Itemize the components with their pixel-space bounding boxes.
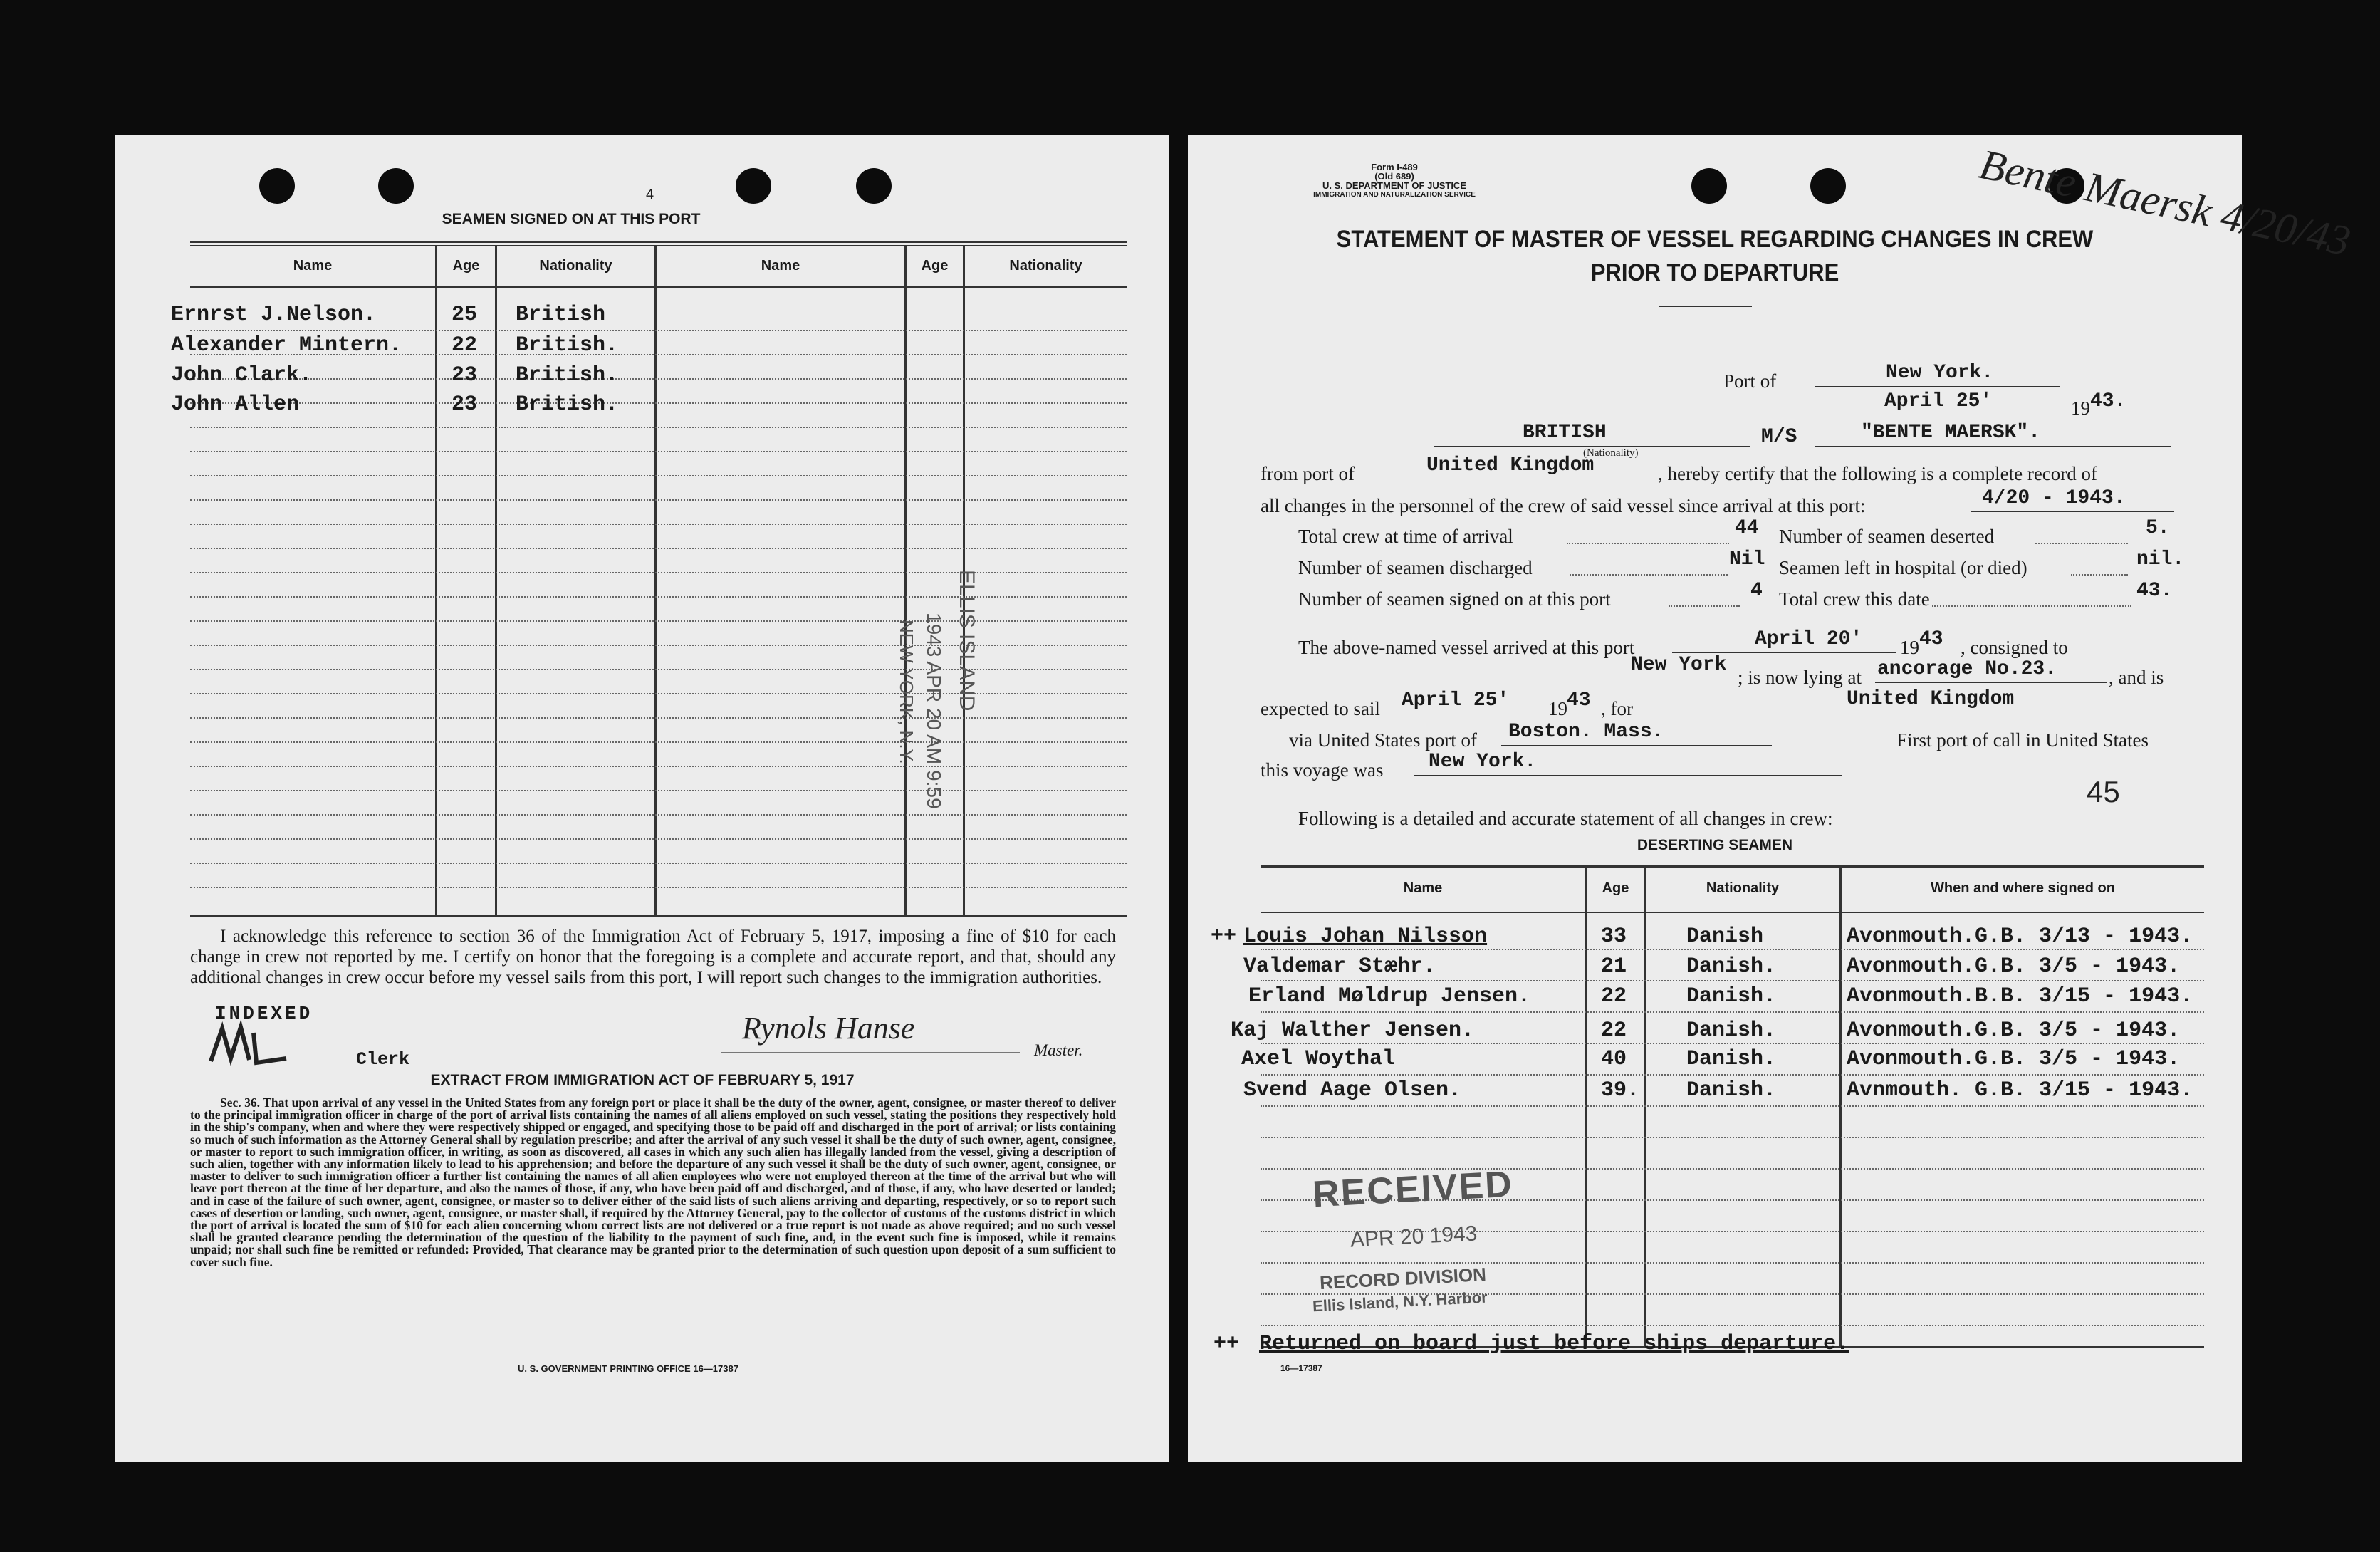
form-subtitle: PRIOR TO DEPARTURE [1590, 258, 1839, 287]
column-divider [904, 245, 907, 917]
deserting-header-nationality: Nationality [1706, 880, 1780, 896]
seaman-nationality: British [516, 303, 606, 327]
arrived-year: 43 [1919, 628, 1943, 650]
deserting-header-name: Name [1403, 880, 1443, 896]
deserter-age: 22 [1601, 1019, 1627, 1043]
deserting-header-rule [1261, 912, 2204, 913]
from-port-value: United Kingdom [1426, 454, 1595, 476]
seaman-nationality: British. [516, 392, 619, 417]
hospital-value: nil. [2136, 548, 2185, 571]
lying-value: ancorage No.23. [1877, 658, 2057, 680]
form-number: Form I-489 [1371, 162, 1418, 172]
for-label: , for [1601, 698, 1633, 719]
lying-line [1875, 682, 2107, 683]
expected-date: April 25' [1402, 689, 1510, 712]
deserter-name: Erland Møldrup Jensen. [1248, 984, 1531, 1009]
voyage-label: this voyage was [1261, 759, 1384, 781]
via-line [1501, 745, 1772, 746]
deserter-age: 21 [1601, 954, 1627, 979]
total-crew-today-label: Total crew this date [1779, 588, 1930, 610]
page-number: 4 [646, 187, 654, 202]
seaman-name: John Allen [171, 392, 300, 417]
column-header-nationality: Nationality [539, 258, 612, 274]
deserter-signed-on: Avnmouth. G.B. 3/15 - 1943. [1847, 1078, 2193, 1103]
discharged-value: Nil [1729, 548, 1765, 571]
consignee: New York [1631, 654, 1727, 676]
footnote-mark: ++ [1214, 1332, 1240, 1356]
nationality-value: BRITISH [1523, 422, 1607, 444]
year-value: 43. [2090, 390, 2126, 412]
destination: United Kingdom [1847, 688, 2015, 710]
column-divider [1644, 868, 1646, 1348]
extract-title: EXTRACT FROM IMMIGRATION ACT OF FEBRUARY 5, 1917 [430, 1072, 855, 1088]
via-value: Boston. Mass. [1508, 721, 1664, 743]
expected-label: expected to sail [1261, 698, 1380, 719]
vessel-line [1815, 446, 2171, 447]
stamp-division: RECORD DIVISION [1319, 1263, 1487, 1294]
stamp-received: RECEIVED [1311, 1163, 1515, 1216]
deserter-signed-on: Avonmouth.G.B. 3/5 - 1943. [1847, 1047, 2181, 1071]
clerk-initials [207, 1019, 292, 1068]
deserter-name: Louis Johan Nilsson [1243, 925, 1488, 949]
deserter-nationality: Danish [1686, 925, 1764, 949]
deserter-name: Valdemar Stæhr. [1243, 954, 1436, 979]
signed-on-label: Number of seamen signed on at this port [1298, 588, 1611, 610]
column-divider [1839, 868, 1842, 1348]
deserting-top-rule [1261, 865, 2204, 868]
deserting-header-age: Age [1602, 880, 1629, 896]
via-label: via United States port of [1289, 729, 1477, 751]
seaman-age: 25 [452, 303, 478, 327]
stamp-place: ELLIS ISLAND [955, 570, 978, 712]
deserted-label: Number of seamen deserted [1779, 526, 1995, 547]
signed-on-value: 4 [1750, 580, 1763, 602]
total-crew-arrival-value: 44 [1735, 517, 1759, 539]
signature-line [721, 1052, 1020, 1053]
all-changes-line [1971, 511, 2174, 512]
from-port-label: from port of [1261, 463, 1355, 484]
seaman-age: 22 [452, 333, 478, 358]
table-top-rule [190, 241, 1127, 243]
acknowledgment-text: I acknowledge this reference to section 36 of the Immigration Act of February 5, 1917, imposing a fine of $10 for each change in crew not reported by me. I certify on honor that the foregoing is a complete and accurate report, and that, should any additional changes in crew occur before my vessel sails from this port, I will report such changes to the immigration authorities. [190, 927, 1116, 987]
table-bottom-rule [190, 915, 1127, 917]
deserter-nationality: Danish. [1686, 984, 1777, 1009]
and-is: , and is [2109, 667, 2164, 688]
punch-hole [856, 168, 892, 204]
date-value: April 25' [1884, 390, 1993, 412]
deserter-signed-on: Avonmouth.G.B. 3/5 - 1943. [1847, 1019, 2181, 1043]
stamp-city: NEW YORK, N.Y. [896, 620, 917, 764]
column-divider [1585, 868, 1587, 1348]
department: U. S. DEPARTMENT OF JUSTICE [1322, 180, 1466, 191]
consigned-to: , consigned to [1961, 637, 2068, 658]
handwritten-number: 45 [2087, 775, 2120, 808]
section-title: SEAMEN SIGNED ON AT THIS PORT [442, 211, 701, 227]
arrived-line [1672, 652, 1896, 653]
following-text: Following is a detailed and accurate statement of all changes in crew: [1298, 808, 1833, 829]
seaman-age: 23 [452, 363, 478, 387]
punch-hole [259, 168, 295, 204]
footnote-text: Returned on board just before ships departure. [1259, 1332, 1849, 1356]
all-changes-text: all changes in the personnel of the crew of said vessel since arrival at this port: [1261, 495, 1866, 516]
seaman-name: John Clark. [171, 363, 313, 387]
port-label: Port of [1723, 370, 1777, 392]
total-crew-arrival-label: Total crew at time of arrival [1298, 526, 1513, 547]
deserter-name: Axel Woythal [1241, 1047, 1396, 1071]
deserted-value: 5. [2146, 517, 2170, 539]
seaman-name: Ernrst J.Nelson. [171, 303, 377, 327]
deserter-signed-on: Avonmouth.G.B. 3/5 - 1943. [1847, 954, 2181, 979]
service: IMMIGRATION AND NATURALIZATION SERVICE [1313, 191, 1476, 199]
form-old-number: (Old 689) [1374, 171, 1414, 182]
voyage-value: New York. [1429, 751, 1537, 773]
seaman-name: Alexander Mintern. [171, 333, 402, 358]
deserter-age: 33 [1601, 925, 1627, 949]
indexed-stamp: INDEXED [215, 1003, 313, 1024]
arrived-text: The above-named vessel arrived at this port [1298, 637, 1635, 658]
column-header-nationality-2: Nationality [1009, 258, 1082, 274]
arrived-year-prefix: 19 [1900, 637, 1919, 658]
punch-hole [736, 168, 771, 204]
table-header-rule [190, 286, 1127, 288]
punch-hole [1810, 168, 1846, 204]
column-header-age: Age [452, 258, 480, 274]
expected-year-prefix: 19 [1548, 698, 1567, 719]
deserter-age: 22 [1601, 984, 1627, 1009]
deserter-age: 39. [1601, 1078, 1640, 1103]
vessel-type: M/S [1761, 426, 1797, 448]
table-top-rule-2 [190, 245, 1127, 246]
deserter-name: Svend Aage Olsen. [1243, 1078, 1462, 1103]
right-page [1188, 135, 2355, 1462]
deserting-title: DESERTING SEAMEN [1637, 837, 1793, 853]
total-crew-today-value: 43. [2136, 580, 2173, 602]
seaman-nationality: British. [516, 333, 619, 358]
nationality-line [1434, 446, 1750, 447]
deserter-nationality: Danish. [1686, 1047, 1777, 1071]
certify-text: , hereby certify that the following is a complete record of [1658, 463, 2098, 484]
stamp-location: Ellis Island, N.Y. Harbor [1312, 1288, 1488, 1316]
deserter-name: Kaj Walther Jensen. [1231, 1019, 1475, 1043]
port-line [1815, 386, 2060, 387]
printing-footer: U. S. GOVERNMENT PRINTING OFFICE 16—17387 [518, 1363, 738, 1374]
form-title: STATEMENT OF MASTER OF VESSEL REGARDING CHANGES IN CREW [1336, 224, 2094, 254]
hospital-label: Seamen left in hospital (or died) [1779, 557, 2027, 578]
column-divider [654, 245, 657, 917]
seaman-nationality: British. [516, 363, 619, 387]
section-36-text: Sec. 36. That upon arrival of any vessel in the United States from any foreign port or place it shall be the duty of the owner, agent, consignee, or master thereof to deliver to the principal immigration officer in charge of the port of arrival lists containing the names of all aliens employed on such vessel, stating the positions they respectively hold in the ship's company, when and where they were respectively shipped or engaged, and specifying those to be paid off and discharged in the port of arrival; or lists containing so much of such information as the Attorney General shall by regulation prescribe; and after the arrival of any such vessel it shall be the duty of such owner, agent, consignee, or master to report to such immigration officer, in writing, as soon as discovered, all cases in which any such alien has illegally landed from the vessel, giving a description of such alien, together with any information likely to lead to his apprehension; and before the departure of any such vessel it shall be the duty of such owner, agent, consignee, or master to deliver to such immigration officer a further list containing the names of all alien employees who were not employed thereon at the time of the arrival but who will leave port thereon at the time of her departure, and also the names of those, if any, who have been paid off and discharged, and of those, if any, who have deserted or landed; and in case of the failure of such owner, agent, consignee, or master so to deliver either of the said lists of such aliens arriving and departing, respectively, or so to report such cases of desertion or landing, such owner, agent, consignee, or master shall, if required by the Attorney General, pay to the collector of customs of the customs district in which the port of arrival is located the sum of $10 for each alien concerning whom correct lists are not delivered or a true report is not made as above required; and no such vessel shall be granted clearance pending the determination of the question of the liability to the payment of such fine, and, in the event such fine is imposed, while it remains unpaid; nor shall such fine be remitted or refunded: Provided, That clearance may be granted prior to the determination of such question upon deposit of a sum sufficient to cover such fine. [190, 1095, 1116, 1269]
left-page [115, 135, 1169, 1462]
arrived-date: April 20' [1755, 628, 1863, 650]
deserter-nationality: Danish. [1686, 1019, 1777, 1043]
nationality-caption: (Nationality) [1583, 447, 1639, 459]
stamp-date: 1943 APR 20 AM 9:59 [923, 613, 945, 809]
first-call-label: First port of call in United States [1896, 729, 2149, 751]
form-header [1302, 162, 1487, 199]
stamp-received-date: APR 20 1943 [1350, 1222, 1478, 1252]
all-changes-value: 4/20 - 1943. [1982, 487, 2126, 509]
column-divider [435, 245, 437, 917]
deserter-nationality: Danish. [1686, 1078, 1777, 1103]
master-label: Master. [1034, 1041, 1083, 1059]
return-mark: ++ [1211, 925, 1237, 949]
deserter-nationality: Danish. [1686, 954, 1777, 979]
deserter-signed-on: Avonmouth.G.B. 3/13 - 1943. [1847, 925, 2193, 949]
printing-footer: 16—17387 [1280, 1363, 1322, 1373]
seaman-age: 23 [452, 392, 478, 417]
vessel-name: "BENTE MAERSK". [1861, 422, 2041, 444]
voyage-line [1414, 775, 1842, 776]
discharged-label: Number of seamen discharged [1298, 557, 1533, 578]
lying-text: ; is now lying at [1738, 667, 1862, 688]
column-header-name-2: Name [761, 258, 800, 274]
deserter-signed-on: Avonmouth.B.B. 3/15 - 1943. [1847, 984, 2193, 1009]
column-header-age-2: Age [921, 258, 949, 274]
year-prefix: 19 [2071, 397, 2090, 419]
punch-hole [378, 168, 414, 204]
clerk-label: Clerk [356, 1049, 410, 1070]
title-rule [1659, 306, 1752, 307]
master-signature: Rynols Hanse [742, 1011, 915, 1046]
handwritten-note: Bente Maersk 4/20/43 [1975, 140, 2355, 265]
deserter-age: 40 [1601, 1047, 1627, 1071]
port-value: New York. [1886, 362, 1994, 384]
deserting-header-signed-on: When and where signed on [1931, 880, 2115, 896]
expected-year: 43 [1567, 689, 1591, 712]
column-header-name: Name [293, 258, 333, 274]
punch-hole [1691, 168, 1727, 204]
column-divider [495, 245, 497, 917]
